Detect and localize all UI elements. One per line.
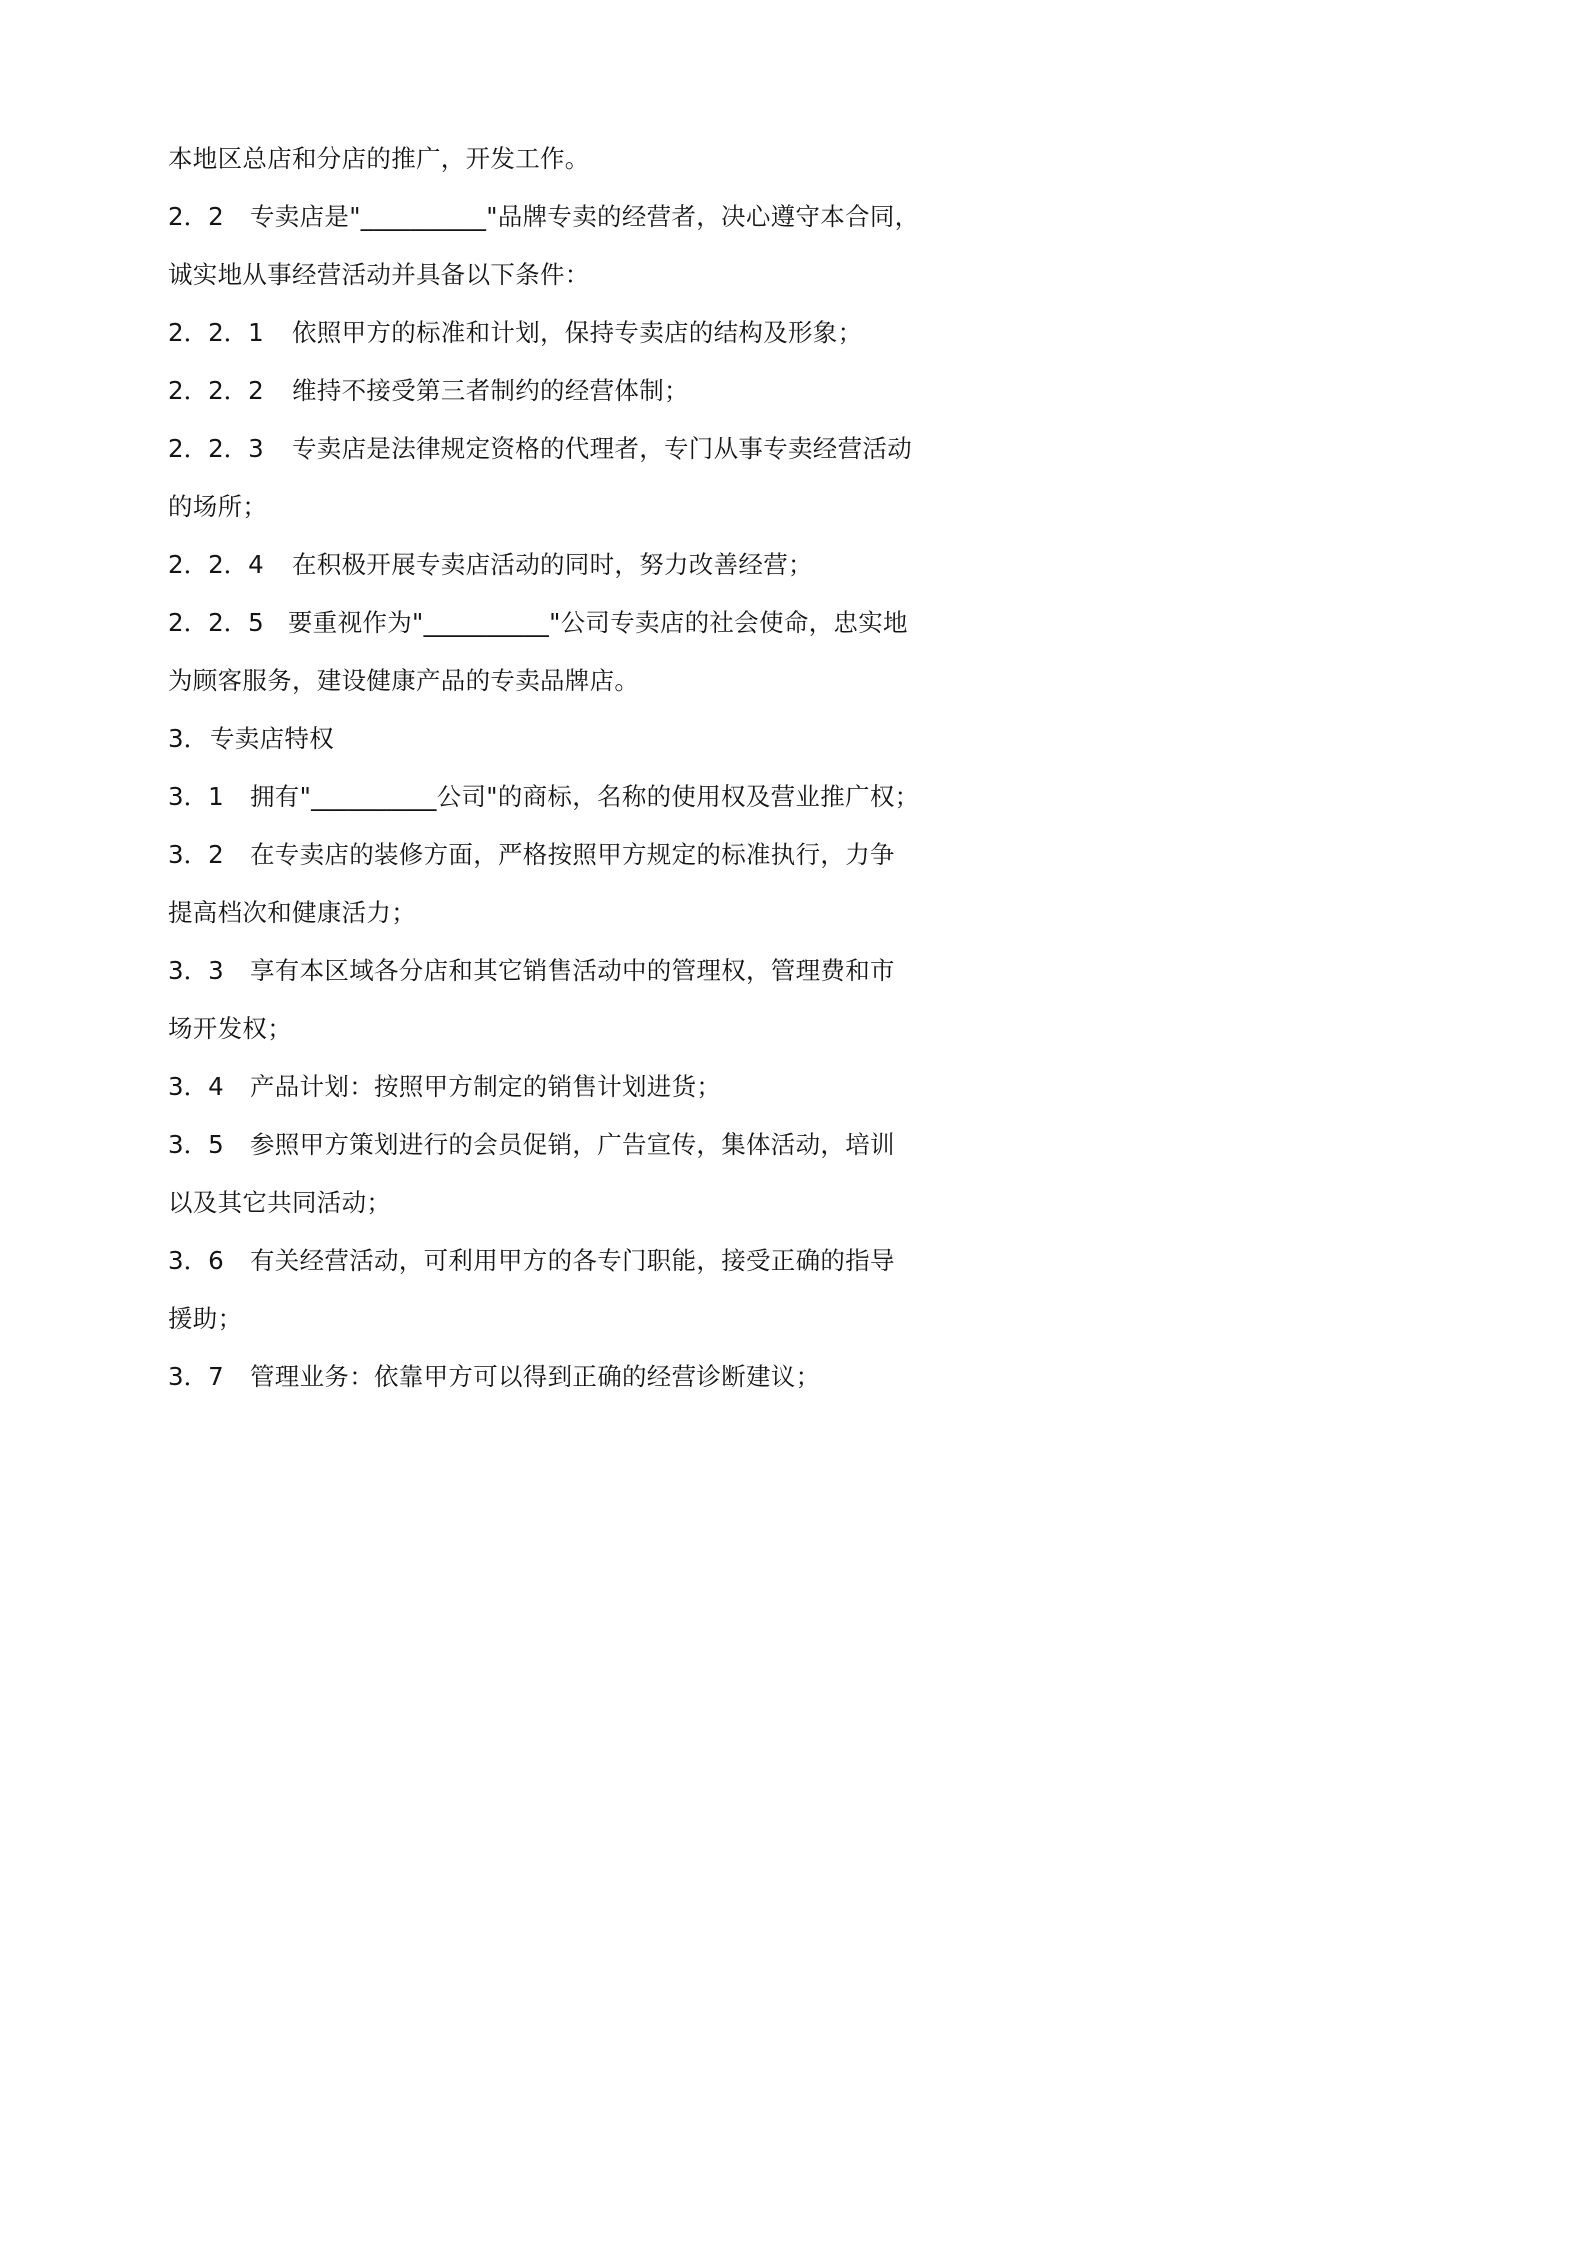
clause-text: 享有本区域各分店和其它销售活动中的管理权，管理费和市 [250, 956, 895, 985]
clause-text: 在专卖店的装修方面，严格按照甲方规定的标准执行，力争 [250, 840, 895, 869]
document-page [0, 0, 1103, 1560]
clause-number: 2．2．2 [168, 376, 264, 405]
continuation-line [168, 1296, 958, 1354]
clause-line [168, 774, 958, 832]
clause-line [168, 310, 958, 368]
clause-number: 2．2 [168, 202, 224, 231]
clause-number: 2．2．5 [168, 608, 264, 637]
clause-number: 2．2．1 [168, 318, 264, 347]
clause-number: 3． [168, 724, 209, 753]
clause-text: 诚实地从事经营活动并具备以下条件： [168, 260, 590, 289]
clause-text: 要重视作为"__________"公司专卖店的社会使命，忠实地 [288, 608, 908, 637]
clause-text: 的场所； [168, 492, 268, 521]
clause-text: 专卖店特权 [210, 724, 334, 753]
clause-number: 3．3 [168, 956, 224, 985]
clause-number: 3．4 [168, 1072, 224, 1101]
clause-number: 2．2．3 [168, 434, 264, 463]
clause-line [168, 600, 958, 658]
clause-line [168, 1238, 958, 1296]
clause-text: 本地区总店和分店的推广，开发工作。 [168, 144, 590, 173]
continuation-line [168, 1006, 958, 1064]
continuation-line [168, 658, 958, 716]
clause-text: 产品计划：按照甲方制定的销售计划进货； [250, 1072, 722, 1101]
clause-text: 拥有"__________公司"的商标，名称的使用权及营业推广权； [250, 782, 920, 811]
clause-line [168, 1354, 958, 1412]
clause-text: 有关经营活动，可利用甲方的各专门职能，接受正确的指导 [250, 1246, 895, 1275]
clause-line [168, 948, 958, 1006]
clause-line [168, 1122, 958, 1180]
clause-number: 3．5 [168, 1130, 224, 1159]
continuation-line [168, 1180, 958, 1238]
clause-text: 管理业务：依靠甲方可以得到正确的经营诊断建议； [250, 1362, 821, 1391]
continuation-line [168, 890, 958, 948]
document-body [168, 136, 958, 1412]
clause-text: 在积极开展专卖店活动的同时，努力改善经营； [292, 550, 813, 579]
clause-number: 3．1 [168, 782, 224, 811]
clause-line [168, 716, 958, 774]
clause-text: 依照甲方的标准和计划，保持专卖店的结构及形象； [292, 318, 863, 347]
clause-text: 专卖店是法律规定资格的代理者，专门从事专卖经营活动 [292, 434, 912, 463]
clause-line [168, 368, 958, 426]
clause-number: 3．2 [168, 840, 224, 869]
continuation-line [168, 484, 958, 542]
clause-line [168, 1064, 958, 1122]
continuation-line [168, 252, 958, 310]
clause-number: 2．2．4 [168, 550, 264, 579]
clause-text: 提高档次和健康活力； [168, 898, 416, 927]
clause-text: 以及其它共同活动； [168, 1188, 392, 1217]
clause-number: 3．7 [168, 1362, 224, 1391]
clause-line [168, 194, 958, 252]
clause-text: 场开发权； [168, 1014, 292, 1043]
clause-text: 为顾客服务，建设健康产品的专卖品牌店。 [168, 666, 640, 695]
clause-text: 专卖店是"__________"品牌专卖的经营者，决心遵守本合同， [250, 202, 920, 231]
clause-text: 参照甲方策划进行的会员促销，广告宣传，集体活动，培训 [250, 1130, 895, 1159]
clause-line [168, 426, 958, 484]
continuation-line [168, 136, 958, 194]
clause-line [168, 542, 958, 600]
clause-text: 援助； [168, 1304, 243, 1333]
clause-text: 维持不接受第三者制约的经营体制； [292, 376, 689, 405]
clause-number: 3．6 [168, 1246, 224, 1275]
clause-line [168, 832, 958, 890]
